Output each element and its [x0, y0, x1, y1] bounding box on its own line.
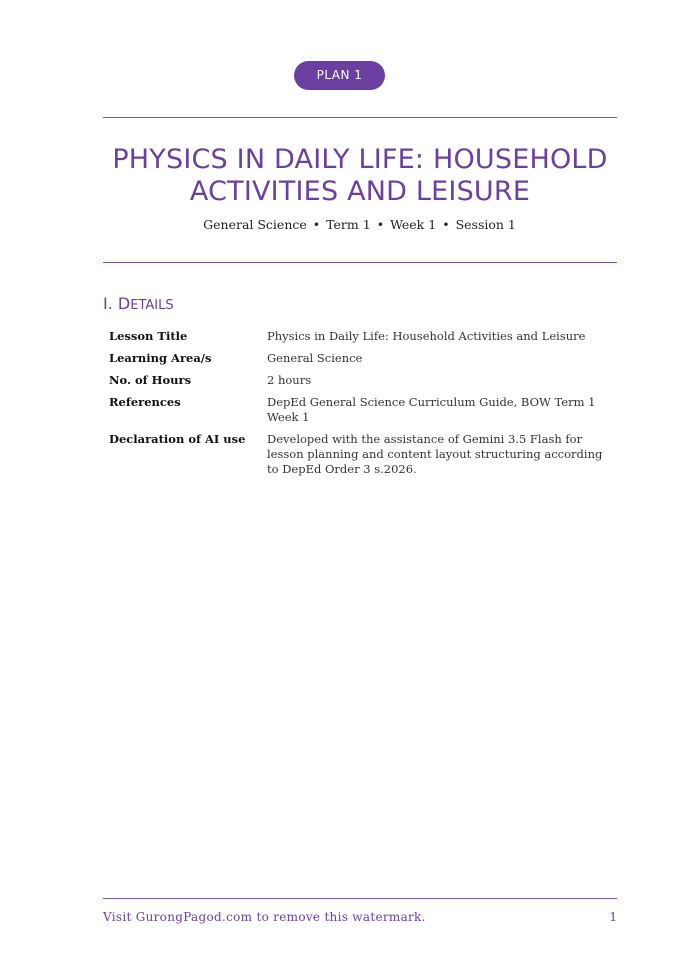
separator-dot: • [376, 217, 385, 232]
detail-label: No. of Hours [109, 372, 192, 387]
detail-label: References [109, 394, 181, 409]
detail-value: General Science [267, 350, 363, 365]
table-row [103, 369, 617, 391]
detail-label: Learning Area/s [109, 350, 212, 365]
table-row [103, 391, 617, 428]
detail-value: 2 hours [267, 372, 312, 387]
header-divider [103, 262, 617, 263]
section-heading-details [103, 294, 174, 313]
subtitle-meta [0, 217, 679, 232]
separator-dot: • [442, 217, 450, 232]
page-title: PHYSICS IN DAILY LIFE: HOUSEHOLD ACTIVITIES AND LEISURE [112, 144, 608, 207]
details-table [103, 325, 617, 480]
top-divider [103, 117, 617, 118]
detail-value: DepEd General Science Curriculum Guide, BOW Term 1 Week 1 [267, 394, 596, 424]
subtitle-subject: General Science [203, 217, 307, 232]
subtitle-week: Week 1 [390, 217, 437, 232]
table-row [103, 428, 617, 480]
footer-divider [103, 898, 617, 899]
badge-container [0, 61, 679, 90]
plan-badge: PLAN 1 [294, 61, 386, 90]
watermark-link[interactable]: Visit GurongPagod.com to remove this watermark. [103, 910, 426, 924]
separator-dot: • [312, 217, 321, 232]
table-row [103, 347, 617, 369]
detail-label: Declaration of AI use [109, 431, 246, 446]
section-title-rest: ETAILS [130, 298, 174, 313]
detail-label: Lesson Title [109, 328, 188, 343]
detail-value: Developed with the assistance of Gemini 3.5 Flash for lesson planning and content layout structuring according to DepEd Order 3 s.2026. [267, 431, 603, 476]
subtitle-term: Term 1 [326, 217, 371, 232]
subtitle-session: Session 1 [455, 217, 516, 232]
detail-value: Physics in Daily Life: Household Activities and Leisure [267, 328, 586, 343]
section-title-initial: D [117, 294, 131, 313]
table-row [103, 325, 617, 347]
section-number: I. [103, 294, 113, 313]
page-number: 1 [609, 910, 617, 924]
